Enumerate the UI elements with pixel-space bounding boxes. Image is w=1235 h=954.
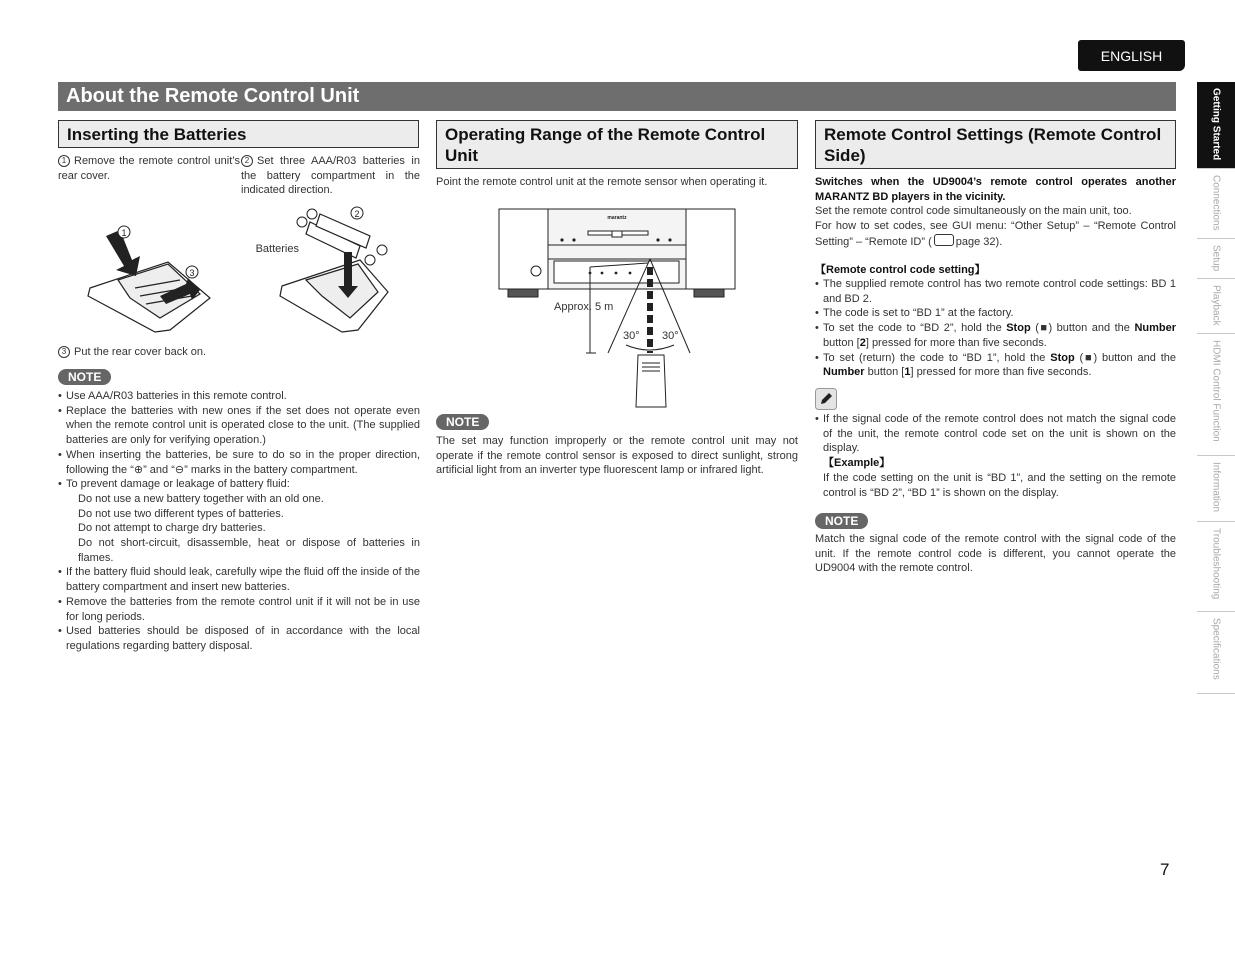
- intro-text-2: For how to set codes, see GUI menu: “Other Setup” – “Remote Control Setting” – “Remote ID” (: [815, 220, 1176, 248]
- list-item: • To set the code to “BD 2”, hold the Stop (■) button and the Number button [2] pressed for more than five seconds.: [815, 321, 1176, 350]
- list-item: • Replace the batteries with new ones if the set does not operate even when the remote control unit is operated close to the unit. (The supplied batteries are only for verifying operation.): [58, 404, 420, 448]
- step-1-text: Remove the remote control unit’s rear cover.: [58, 155, 240, 182]
- list-item: • Used batteries should be disposed of in accordance with the local regulations regarding battery disposal.: [58, 624, 420, 653]
- memo-section: [815, 412, 1176, 500]
- operating-range-intro: Point the remote control unit at the remote sensor when operating it.: [436, 176, 768, 188]
- number-button-label: Number: [823, 366, 865, 379]
- sub-item: Do not use two different types of batteries.: [78, 507, 284, 520]
- pencil-memo-icon: [815, 388, 837, 410]
- page-reference-text[interactable]: page 32).: [955, 235, 1003, 248]
- stop-button-label: Stop: [1050, 351, 1075, 364]
- step-3: [58, 345, 420, 360]
- note-label: NOTE: [58, 369, 111, 385]
- note-label: NOTE: [436, 414, 489, 430]
- remote-control-unit: [636, 355, 666, 407]
- operating-range-note: The set may function improperly or the remote control unit may not operate if the remote control sensor is exposed to direct sunlight, strong artificial light from an inverter type fluorescent lamp or infrared light.: [436, 435, 798, 477]
- operating-range-diagram: [498, 207, 738, 409]
- minus-icon: [365, 255, 375, 265]
- sub-item: Do not short-circuit, disassemble, heat or dispose of batteries in flames.: [78, 537, 420, 564]
- step-1: [58, 154, 240, 183]
- example-text: If the code setting on the unit is “BD 1”, and the setting on the remote control is “BD 2”, “BD 1” is shown on the display.: [823, 471, 1176, 499]
- remote-settings-note: Match the signal code of the remote control with the signal code of the unit. If the remote control code is different, you cannot operate the UD9004 with the remote control.: [815, 533, 1176, 575]
- distance-label: Approx. 5 m: [554, 301, 614, 313]
- remote-settings-intro: [815, 175, 1176, 250]
- page-number: 7: [1160, 860, 1170, 879]
- code-setting-list: [815, 277, 1176, 380]
- step-number: 2: [241, 155, 253, 167]
- page-title: About the Remote Control Unit: [58, 82, 1176, 111]
- list-item: • If the signal code of the remote control does not match the signal code of the unit, the remote control code set on the unit is shown on the display. 【Example】 If the code setting on the unit is “BD 1”, and the setting on the remote control is “BD 2”, “BD 1” is shown on the display.: [815, 412, 1176, 500]
- list-item: • The supplied remote control has two remote control code settings: BD 1 and BD 2.: [815, 277, 1176, 306]
- plus-icon: [297, 217, 307, 227]
- angle-left-label: 30°: [623, 330, 640, 342]
- sidebar-item-hdmi-control[interactable]: HDMI Control Function: [1197, 334, 1235, 456]
- step-number: 3: [58, 346, 70, 358]
- sub-item: Do not attempt to charge dry batteries.: [78, 522, 266, 535]
- callout-3-number: 3: [189, 268, 195, 278]
- intro-bold: Switches when the UD9004’s remote control operates another MARANTZ BD players in the vicinity.: [815, 176, 1176, 203]
- step-2: [241, 154, 420, 198]
- step-2-text: Set three AAA/R03 batteries in the battery compartment in the indicated direction.: [241, 155, 420, 197]
- sidebar-item-connections[interactable]: Connections: [1197, 169, 1235, 239]
- sidebar-item-specifications[interactable]: Specifications: [1197, 612, 1235, 694]
- list-item: • The code is set to “BD 1” at the factory.: [815, 306, 1176, 321]
- section-heading-remote-settings: Remote Control Settings (Remote Control Side): [815, 120, 1176, 169]
- plus-icon: [377, 245, 387, 255]
- callout-2-number: 2: [354, 209, 360, 219]
- sidebar-item-getting-started[interactable]: Getting Started: [1197, 82, 1235, 169]
- language-tab[interactable]: ENGLISH: [1078, 40, 1185, 71]
- sub-item: Do not use a new battery together with an old one.: [78, 492, 324, 505]
- angle-right-label: 30°: [662, 330, 679, 342]
- list-item: [58, 477, 420, 565]
- list-item: • If the battery fluid should leak, carefully wipe the fluid off the inside of the battery compartment and insert new batteries.: [58, 565, 420, 594]
- list-item: • Use AAA/R03 batteries in this remote control.: [58, 389, 420, 404]
- remote-rear-view-right: [280, 214, 388, 332]
- sidebar-item-playback[interactable]: Playback: [1197, 279, 1235, 334]
- code-setting-heading: 【Remote control code setting】: [815, 264, 986, 276]
- intro-text: Set the remote control code simultaneously on the main unit, too.: [815, 205, 1132, 218]
- callout-1-number: 1: [121, 228, 127, 238]
- brand-logo: marantz: [607, 215, 627, 221]
- step-number: 1: [58, 155, 70, 167]
- section-heading-operating-range: Operating Range of the Remote Control Unit: [436, 120, 798, 169]
- chapter-sidebar: [1197, 82, 1235, 694]
- number-button-label: Number: [1134, 322, 1177, 335]
- sidebar-item-troubleshooting[interactable]: Troubleshooting: [1197, 522, 1235, 612]
- page-reference-icon: [934, 234, 954, 246]
- minus-icon: [307, 209, 317, 219]
- sidebar-item-setup[interactable]: Setup: [1197, 239, 1235, 279]
- sidebar-item-information[interactable]: Information: [1197, 456, 1235, 522]
- section-heading-batteries: Inserting the Batteries: [58, 120, 419, 148]
- battery-notes: [58, 389, 420, 654]
- list-item: • When inserting the batteries, be sure to do so in the proper direction, following the “⊕” and “⊖” marks in the battery compartment.: [58, 448, 420, 477]
- batteries-label: Batteries: [255, 243, 299, 255]
- stop-button-label: Stop: [1006, 322, 1031, 335]
- list-item: • To set (return) the code to “BD 1”, hold the Stop (■) button and the Number button [1] pressed for more than five seconds.: [815, 351, 1176, 380]
- note-label: NOTE: [815, 513, 868, 529]
- list-item-text: To prevent damage or leakage of battery fluid:: [66, 478, 290, 491]
- battery-insertion-illustration: [60, 200, 420, 340]
- player-unit: [499, 209, 735, 297]
- example-label: 【Example】: [823, 457, 891, 470]
- list-item: • Remove the batteries from the remote control unit if it will not be in use for long periods.: [58, 595, 420, 624]
- step-3-text: Put the rear cover back on.: [74, 346, 207, 358]
